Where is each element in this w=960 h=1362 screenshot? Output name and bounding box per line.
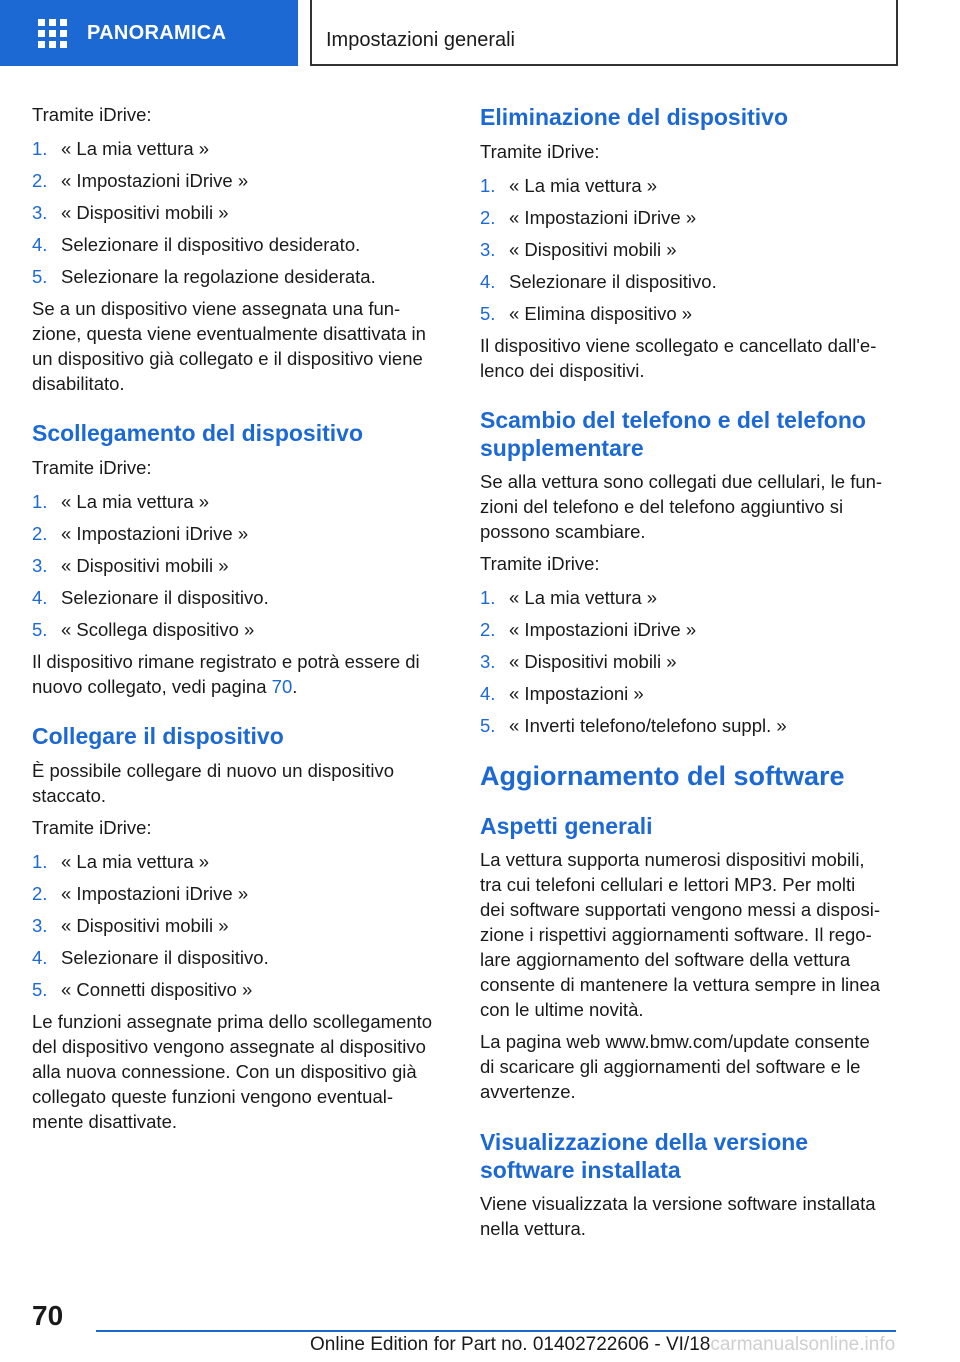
left-column	[32, 102, 446, 1134]
body-line: di scaricare gli aggiornamenti del software e le	[480, 1056, 861, 1077]
step-item: 1. « La mia vettura »	[32, 851, 210, 872]
heading-eliminazione: Eliminazione del dispositivo	[480, 104, 788, 130]
step-item: 3. « Dispositivi mobili »	[32, 915, 229, 936]
intro-text: Tramite iDrive:	[32, 457, 152, 478]
body-line: zione, questa viene eventualmente disattivata in	[32, 323, 426, 344]
step-item: 3. « Dispositivi mobili »	[480, 651, 677, 672]
body-line: nuovo collegato, vedi pagina 70.	[32, 676, 298, 697]
body-line: con le ultime novità.	[480, 999, 644, 1020]
body-line: tra cui telefoni cellulari e lettori MP3. Per molti	[480, 874, 856, 895]
body-line: staccato.	[32, 785, 107, 806]
step-item: 3. « Dispositivi mobili »	[32, 202, 229, 223]
heading-scambio-line2: supplementare	[480, 435, 644, 461]
heading-scambio-line1: Scambio del telefono e del telefono	[480, 407, 866, 433]
body-line: zioni del telefono e del telefono aggiuntivo si	[480, 496, 844, 517]
steps-list	[480, 173, 894, 326]
step-item: 3. « Dispositivi mobili »	[32, 555, 229, 576]
section-title: Impostazioni generali	[326, 29, 515, 51]
step-item: 2. « Impostazioni iDrive »	[32, 523, 249, 544]
body-line: disabilitato.	[32, 373, 125, 394]
heading-aggiornamento: Aggiornamento del software	[480, 761, 845, 791]
body-line: Se alla vettura sono collegati due cellulari, le fun‐	[480, 471, 883, 492]
heading-collegare: Collegare il dispositivo	[32, 723, 284, 749]
step-item: 1. « La mia vettura »	[480, 587, 658, 608]
body-line: avvertenze.	[480, 1081, 576, 1102]
footer-divider	[96, 1330, 896, 1332]
steps-list	[32, 489, 446, 642]
body-line: lare aggiornamento del software della vettura	[480, 949, 851, 970]
step-item: 3. « Dispositivi mobili »	[480, 239, 677, 260]
body-line: Se a un dispositivo viene assegnata una fun‐	[32, 298, 401, 319]
body-line: dei software supportati vengono messi a disposi‐	[480, 899, 881, 920]
intro-text: Tramite iDrive:	[32, 104, 152, 125]
step-item: 5. « Scollega dispositivo »	[32, 619, 255, 640]
body-line: La vettura supporta numerosi dispositivi mobili,	[480, 849, 865, 870]
steps-list	[32, 849, 446, 1002]
body-line: collegato queste funzioni vengono eventual‐	[32, 1086, 394, 1107]
body-line: alla nuova connessione. Con un dispositivo già	[32, 1061, 417, 1082]
heading-aspetti-generali: Aspetti generali	[480, 813, 653, 839]
intro-text: Tramite iDrive:	[32, 817, 152, 838]
body-line: del dispositivo vengono assegnate al dispositivo	[32, 1036, 426, 1057]
edition-text: Online Edition for Part no. 01402722606 - VI/18	[310, 1334, 711, 1355]
heading-visualizzazione-line1: Visualizzazione della versione	[480, 1129, 809, 1155]
steps-list	[480, 585, 894, 738]
intro-text: Tramite iDrive:	[480, 553, 600, 574]
step-item: 4. Selezionare il dispositivo.	[32, 587, 269, 608]
step-item: 4. « Impostazioni »	[480, 683, 644, 704]
step-item: 5. « Inverti telefono/telefono suppl. »	[480, 715, 787, 736]
step-item: 4. Selezionare il dispositivo desiderato.	[32, 234, 361, 255]
step-item: 4. Selezionare il dispositivo.	[32, 947, 269, 968]
step-item: 5. « Connetti dispositivo »	[32, 979, 253, 1000]
watermark-text: carmanualsonline.info	[710, 1334, 896, 1355]
body-line: Il dispositivo viene scollegato e cancellato dall'e‐	[480, 335, 877, 356]
page-number: 70	[32, 1300, 64, 1331]
step-item: 1. « La mia vettura »	[32, 138, 210, 159]
step-item: 1. « La mia vettura »	[32, 491, 210, 512]
step-item: 2. « Impostazioni iDrive »	[32, 883, 249, 904]
body-line: Viene visualizzata la versione software installata	[480, 1193, 876, 1214]
body-line: La pagina web www.bmw.com/update consente	[480, 1031, 870, 1052]
body-line: nella vettura.	[480, 1218, 586, 1239]
right-column	[480, 102, 894, 1241]
steps-list	[32, 136, 446, 289]
body-line: È possibile collegare di nuovo un dispositivo	[32, 760, 394, 781]
body-line: un dispositivo già collegato e il dispositivo viene	[32, 348, 423, 369]
footer-edition	[310, 1334, 895, 1356]
overview-nav-label: PANORAMICA	[87, 21, 227, 44]
step-item: 2. « Impostazioni iDrive »	[32, 170, 249, 191]
intro-text: Tramite iDrive:	[480, 141, 600, 162]
step-item: 2. « Impostazioni iDrive »	[480, 619, 697, 640]
step-item: 1. « La mia vettura »	[480, 175, 658, 196]
body-line: Il dispositivo rimane registrato e potrà essere di	[32, 651, 420, 672]
overview-nav-button[interactable]	[0, 0, 298, 66]
body-line: Le funzioni assegnate prima dello scollegamento	[32, 1011, 433, 1032]
page-link[interactable]: 70	[271, 676, 293, 697]
body-line: mente disattivate.	[32, 1111, 177, 1132]
body-line: consente di mantenere la vettura sempre in linea	[480, 974, 881, 995]
section-header	[310, 0, 898, 66]
body-line: zione i rispettivi aggiornamenti software. Il rego‐	[480, 924, 872, 945]
heading-scollegamento: Scollegamento del dispositivo	[32, 420, 364, 446]
body-line: possono scambiare.	[480, 521, 646, 542]
body-line: lenco dei dispositivi.	[480, 360, 645, 381]
step-item: 5. Selezionare la regolazione desiderata.	[32, 266, 376, 287]
grid-menu-icon	[38, 19, 67, 48]
step-item: 2. « Impostazioni iDrive »	[480, 207, 697, 228]
step-item: 5. « Elimina dispositivo »	[480, 303, 693, 324]
step-item: 4. Selezionare il dispositivo.	[480, 271, 717, 292]
heading-visualizzazione-line2: software installata	[480, 1157, 681, 1183]
